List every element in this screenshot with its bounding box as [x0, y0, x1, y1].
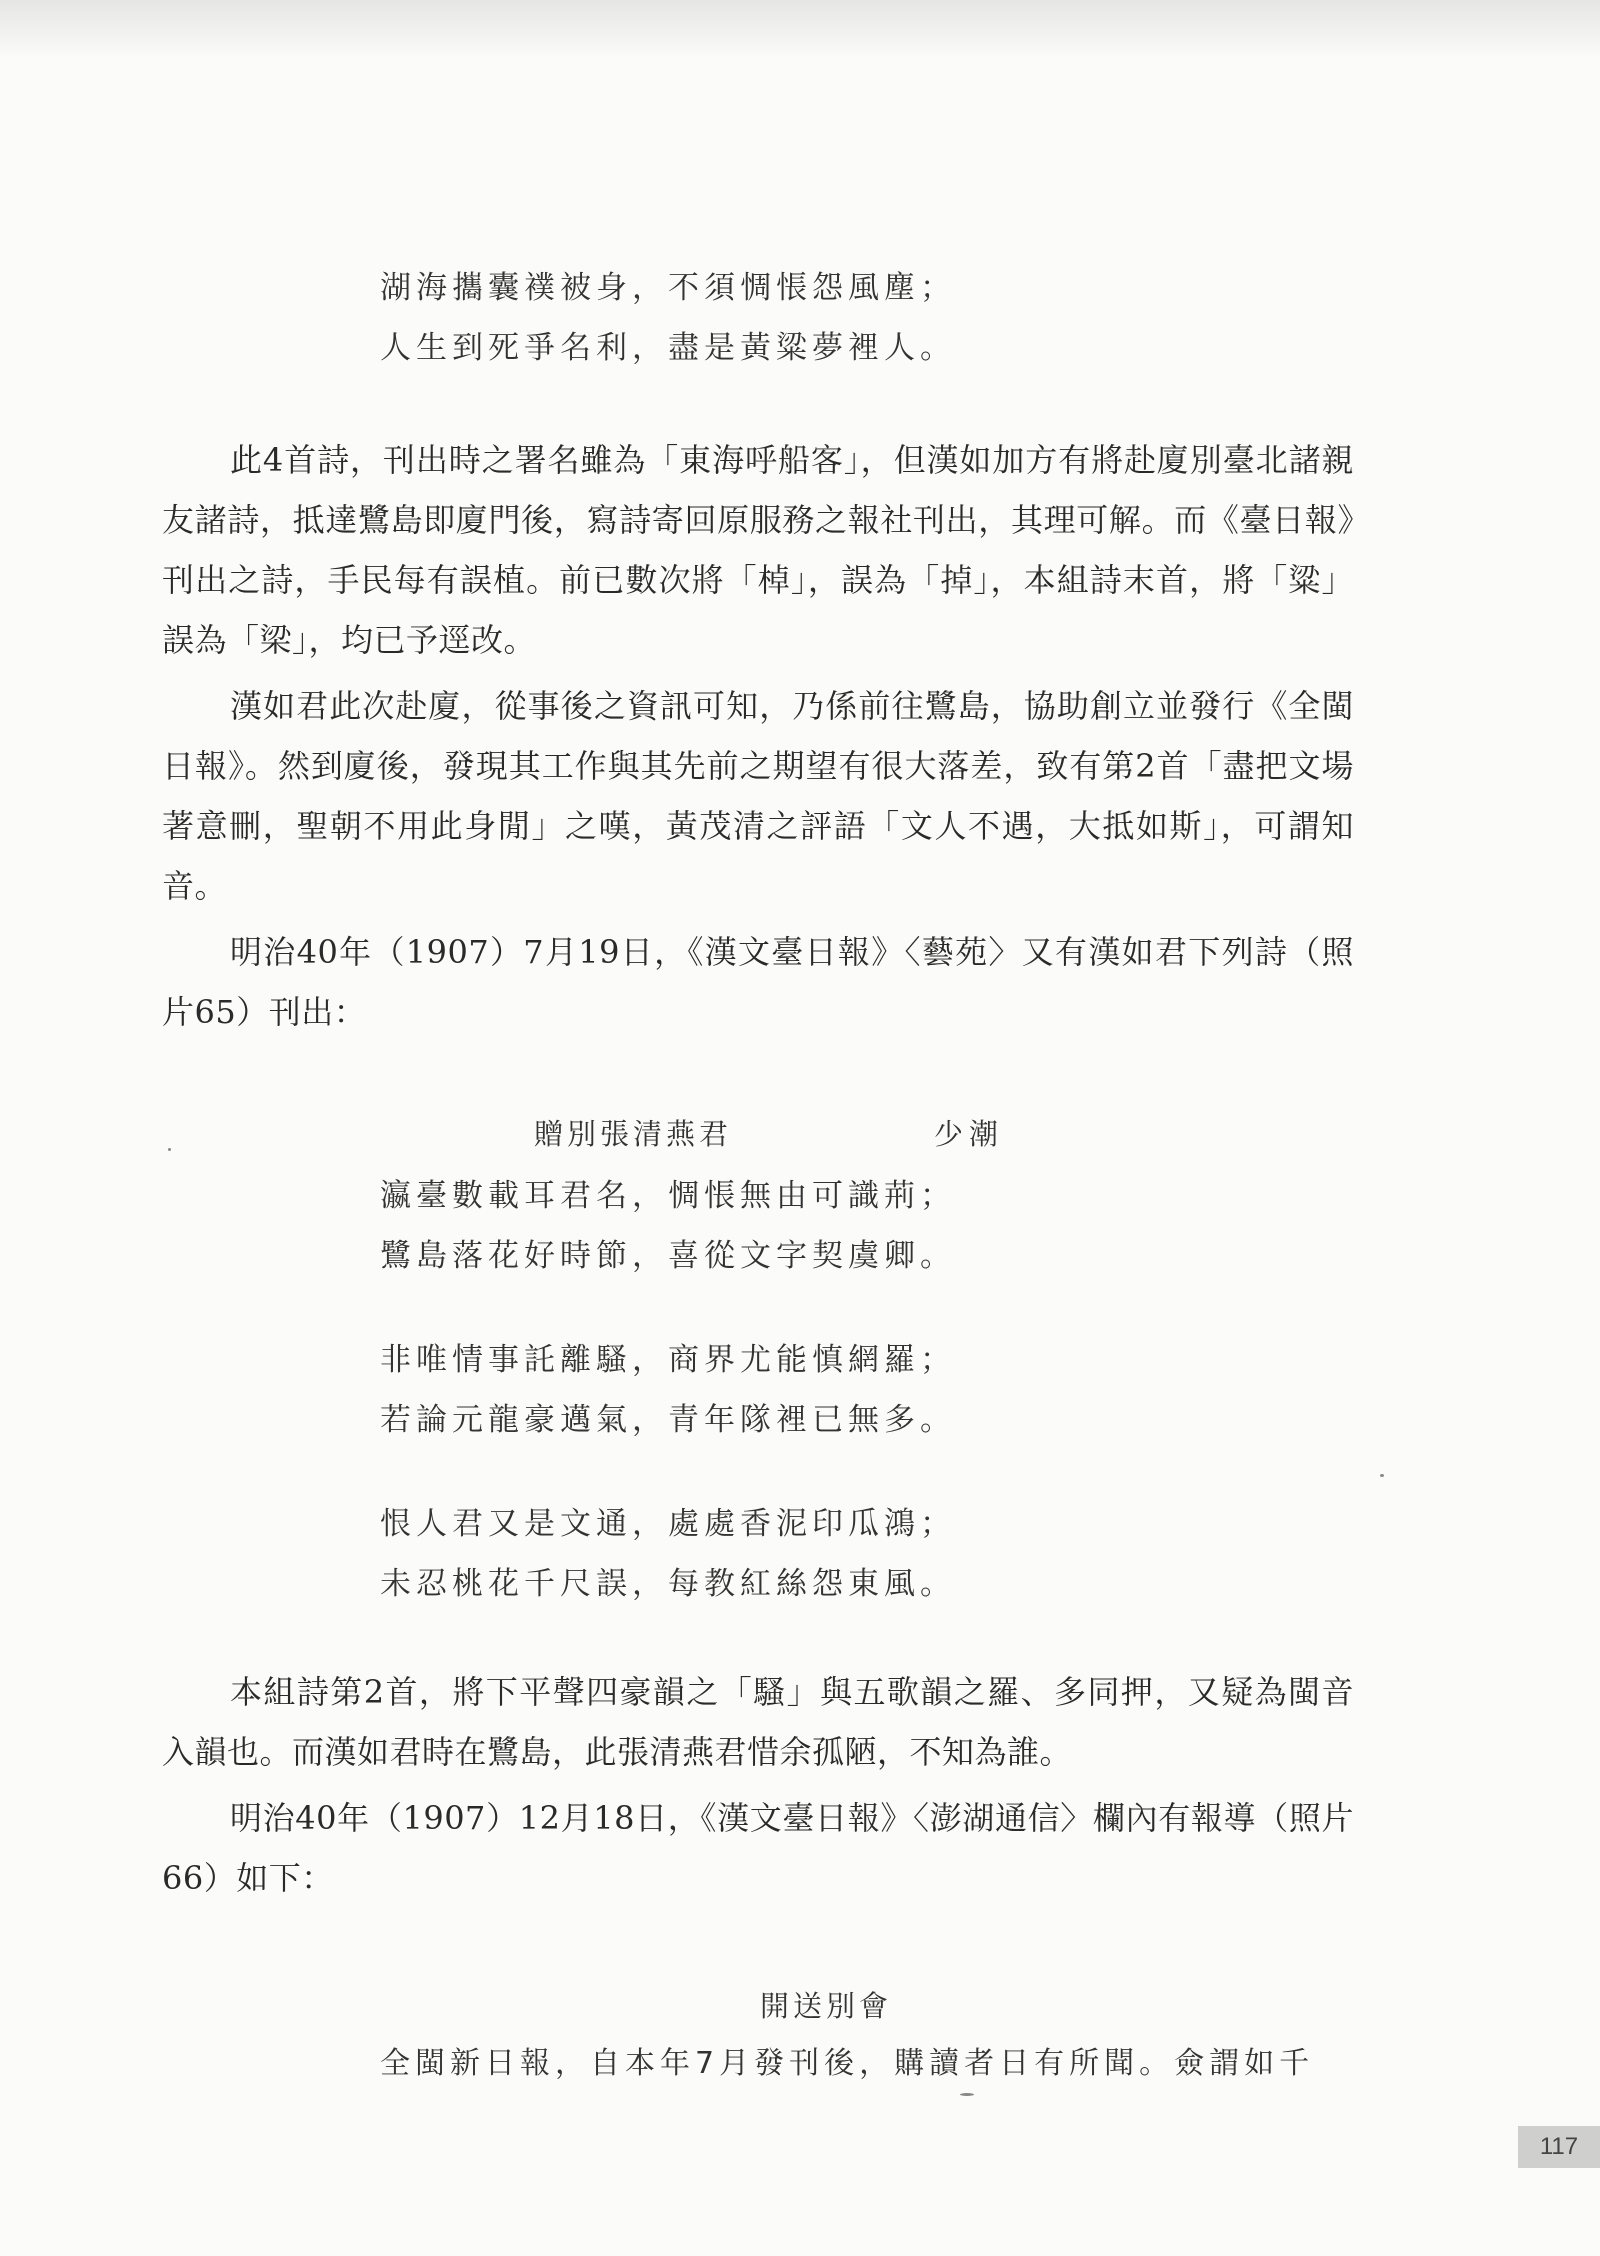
paragraph: 漢如君此次赴廈，從事後之資訊可知，乃係前往鷺島，協助創立並發行《全閩日報》。然到廈後，發現其工作與其先前之期望有很大落差，致有第2首「盡把文場著意刪，聖朝不用此身閒」之嘆，黃茂清之評語「文人不遇，大抵如斯」，可謂知音。	[162, 687, 1354, 905]
poem-line: 鷺島落花好時節，喜從文字契虞卿。	[380, 1238, 956, 1274]
scan-speck	[960, 2093, 974, 2096]
scan-speck	[1380, 1474, 1384, 1477]
quoted-verse-top	[380, 258, 1080, 378]
poem-line: 未忍桃花千尺誤，每教紅絲怨東風。	[380, 1566, 956, 1602]
verse-line: 湖海攜囊襆被身，不須惆悵怨風塵；	[380, 270, 956, 306]
poem-line: 若論元龍豪邁氣，青年隊裡已無多。	[380, 1402, 956, 1438]
poem-title: 贈別張清燕君	[534, 1117, 733, 1151]
poem-stanza-3	[380, 1494, 1080, 1614]
body-text-section-2	[162, 1662, 1354, 1914]
poem-stanza-2	[380, 1330, 1080, 1450]
verse-line: 人生到死爭名利，盡是黃粱夢裡人。	[380, 330, 956, 366]
paragraph: 明治40年（1907）12月18日，《漢文臺日報》〈澎湖通信〉欄內有報導（照片66）如下：	[162, 1799, 1354, 1897]
poem-author: 少潮	[934, 1117, 1005, 1151]
poem-line: 非唯情事託離騷，商界尤能慎網羅；	[380, 1342, 956, 1378]
poem-stanza-1	[380, 1166, 1080, 1286]
scan-speck	[168, 1148, 171, 1151]
news-report-title: 開送別會	[760, 1989, 893, 2023]
page-number: 117	[1518, 2126, 1600, 2168]
body-text-section-1	[162, 430, 1354, 1048]
poem-line: 恨人君又是文通，處處香泥印瓜鴻；	[380, 1506, 956, 1542]
paragraph: 本組詩第2首，將下平聲四豪韻之「騷」與五歌韻之羅、多同押，又疑為閩音入韻也。而漢如君時在鷺島，此張清燕君惜余孤陋，不知為誰。	[162, 1673, 1354, 1771]
news-report-text: 全閩新日報，自本年7月發刊後，購讀者日有所聞。僉謂如千	[380, 2046, 1315, 2081]
scan-top-shadow	[0, 0, 1600, 58]
paragraph: 此4首詩，刊出時之署名雖為「東海呼船客」，但漢如加方有將赴廈別臺北諸親友諸詩，抵達鷺島即廈門後，寫詩寄回原服務之報社刊出，其理可解。而《臺日報》刊出之詩，手民每有誤植。前已數次將「棹」，誤為「掉」，本組詩末首，將「粱」誤為「梁」，均已予逕改。	[162, 441, 1354, 659]
paragraph: 明治40年（1907）7月19日，《漢文臺日報》〈藝苑〉又有漢如君下列詩（照片65）刊出：	[162, 933, 1354, 1031]
poem-line: 瀛臺數載耳君名，惆悵無由可識荊；	[380, 1178, 956, 1214]
